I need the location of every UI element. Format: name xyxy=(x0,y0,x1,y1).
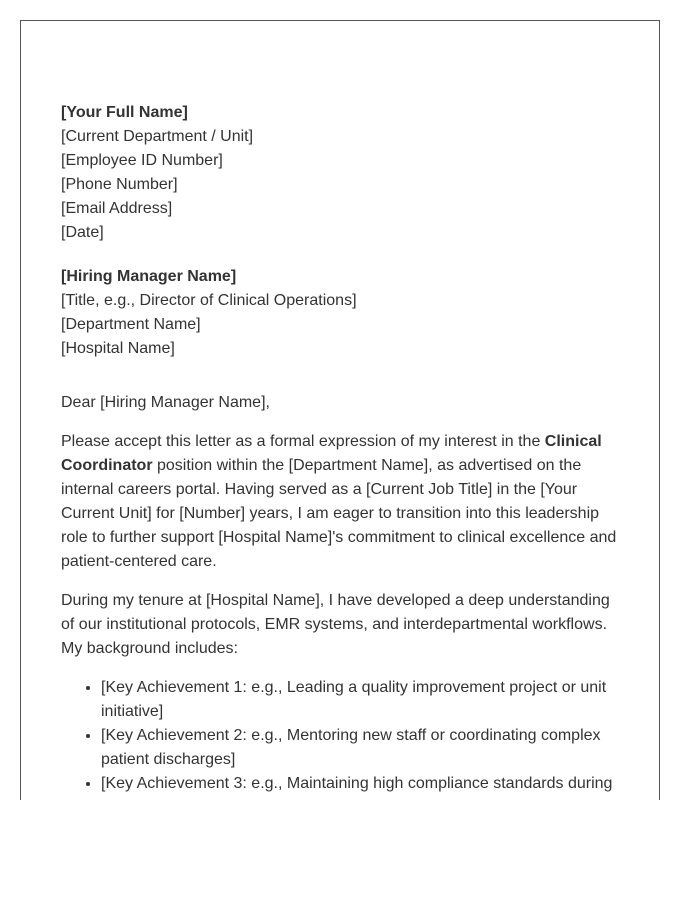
sender-department: [Current Department / Unit] xyxy=(61,128,254,145)
intro-text-after: position within the [Department Name], as advertised on the internal careers portal. Having served as a [Current Job Title] in the [Your Current Unit] for [Number] years, I am eager to transition into this leadership role to further support [Hospital Name]'s commitment to clinical excellence and patient-centered care. xyxy=(61,457,617,570)
recipient-title: [Title, e.g., Director of Clinical Operations] xyxy=(61,292,357,309)
list-item: • [Key Achievement 1: e.g., Leading a quality improvement project or unit initiative] xyxy=(101,676,626,724)
sender-phone: [Phone Number] xyxy=(61,176,178,193)
recipient-hospital: [Hospital Name] xyxy=(61,340,175,357)
list-item: • [Key Achievement 2: e.g., Mentoring new staff or coordinating complex patient discharges] xyxy=(101,724,626,772)
achievements-list xyxy=(61,676,626,796)
letter-page xyxy=(20,20,660,800)
recipient-block xyxy=(61,265,626,361)
recipient-department: [Department Name] xyxy=(61,316,201,333)
sender-email: [Email Address] xyxy=(61,200,173,217)
recipient-name: [Hiring Manager Name] xyxy=(61,268,237,285)
sender-name: [Your Full Name] xyxy=(61,104,188,121)
background-paragraph: During my tenure at [Hospital Name], I have developed a deep understanding of our institutional protocols, EMR systems, and interdepartmental workflows. My background includes: xyxy=(61,592,610,657)
intro-paragraph xyxy=(61,430,626,574)
position-title: Clinical Coordinator xyxy=(61,433,602,474)
intro-text-before: Please accept this letter as a formal expression of my interest in the xyxy=(61,433,545,450)
salutation: Dear [Hiring Manager Name], xyxy=(61,394,270,411)
letter-content xyxy=(61,101,626,796)
letter-date: [Date] xyxy=(61,224,104,241)
sender-employee-id: [Employee ID Number] xyxy=(61,152,223,169)
list-item: • [Key Achievement 3: e.g., Maintaining high compliance standards during xyxy=(101,772,626,796)
sender-block xyxy=(61,101,626,245)
